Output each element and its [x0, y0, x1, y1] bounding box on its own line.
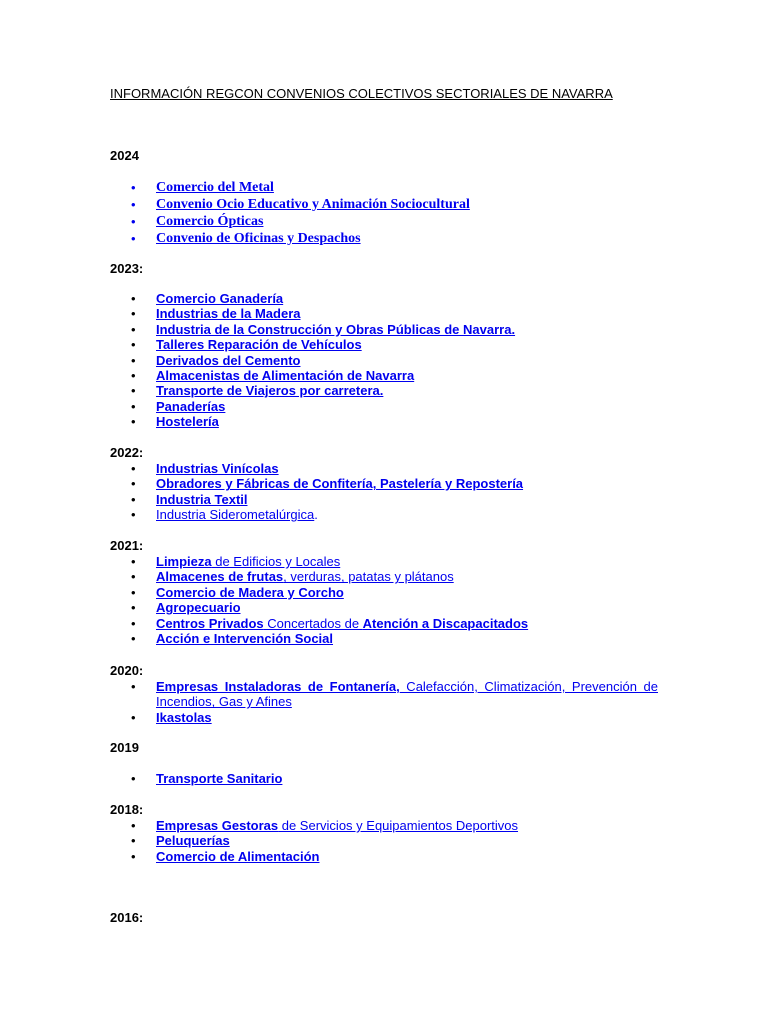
- list-item: [110, 414, 658, 429]
- agreement-link[interactable]: Ikastolas: [156, 709, 212, 725]
- agreement-link[interactable]: Convenio de Oficinas y Despachos: [156, 231, 361, 246]
- list-item: [110, 196, 658, 213]
- list-item: [110, 679, 658, 710]
- agreement-link[interactable]: Industria de la Construcción y Obras Públicas de Navarra.: [156, 321, 516, 337]
- list-item: [110, 383, 658, 398]
- year-heading-2024: 2024: [110, 148, 139, 163]
- year-heading-2019: 2019: [110, 740, 139, 755]
- list-item: • Industria Siderometalúrgica.: [110, 507, 658, 522]
- agreement-link[interactable]: Industria Siderometalúrgica: [156, 507, 315, 523]
- document-title: INFORMACIÓN REGCON CONVENIOS COLECTIVOS SECTORIALES DE NAVARRA: [110, 86, 613, 101]
- agreement-link[interactable]: Empresas Gestoras de Servicios y Equipamientos Deportivos: [156, 818, 519, 833]
- agreement-link[interactable]: Industrias de la Madera: [156, 306, 301, 322]
- agreement-link[interactable]: Peluquerías: [156, 833, 230, 849]
- agreement-link[interactable]: Convenio Ocio Educativo y Animación Sociocultural: [156, 197, 470, 212]
- agreement-link[interactable]: Panaderías: [156, 398, 226, 414]
- year-heading-2021: 2021:: [110, 538, 144, 553]
- agreement-link[interactable]: Comercio de Alimentación: [156, 848, 320, 864]
- agreement-link[interactable]: Hostelería: [156, 414, 219, 430]
- list-item: [110, 461, 658, 476]
- agreement-link[interactable]: Acción e Intervención Social: [156, 631, 333, 647]
- agreements-list-2021: [110, 554, 658, 646]
- list-item: [110, 616, 658, 631]
- agreement-link[interactable]: Industria Textil: [156, 491, 248, 507]
- list-item: [110, 818, 658, 833]
- agreements-list-2023: [110, 291, 658, 430]
- agreement-link[interactable]: Comercio Ópticas: [156, 214, 264, 229]
- agreement-link[interactable]: Empresas Instaladoras de Fontanería, Calefacción, Climatización, Prevención de Incendios, Gas y Afines: [156, 679, 658, 710]
- list-item: [110, 476, 658, 491]
- list-item: [110, 492, 658, 507]
- list-item: [110, 213, 658, 230]
- agreements-list-2022: [110, 461, 658, 523]
- list-item: [110, 585, 658, 600]
- agreement-link[interactable]: Comercio de Madera y Corcho: [156, 584, 344, 600]
- list-item: [110, 230, 658, 247]
- agreement-link[interactable]: Agropecuario: [156, 600, 241, 616]
- list-item: [110, 631, 658, 646]
- agreement-link[interactable]: Centros Privados Concertados de Atención a Discapacitados: [156, 615, 529, 631]
- list-item: [110, 771, 658, 786]
- agreement-link[interactable]: Almacenes de frutas, verduras, patatas y plátanos: [156, 569, 454, 585]
- list-item: [110, 710, 658, 725]
- agreements-list-2024: [110, 179, 658, 247]
- list-item: [110, 179, 658, 196]
- list-item: [110, 554, 658, 569]
- list-item: [110, 600, 658, 615]
- year-heading-2023: 2023:: [110, 261, 144, 276]
- list-item: [110, 849, 658, 864]
- agreement-link[interactable]: Industrias Vinícolas: [156, 461, 279, 476]
- agreement-link[interactable]: Talleres Reparación de Vehículos: [156, 337, 362, 353]
- list-item: [110, 306, 658, 321]
- agreement-link[interactable]: Comercio del Metal: [156, 180, 274, 195]
- agreement-link[interactable]: Comercio Ganadería: [156, 291, 284, 306]
- agreements-list-2019: [110, 771, 658, 786]
- year-heading-2018: 2018:: [110, 802, 144, 817]
- agreement-link[interactable]: Transporte de Viajeros por carretera.: [156, 383, 384, 399]
- year-heading-2016: 2016:: [110, 910, 144, 925]
- list-item: [110, 569, 658, 584]
- list-item: [110, 833, 658, 848]
- list-item: [110, 322, 658, 337]
- agreements-list-2020: [110, 679, 658, 725]
- list-item: [110, 337, 658, 352]
- agreement-link[interactable]: Derivados del Cemento: [156, 352, 301, 368]
- agreement-link[interactable]: Limpieza de Edificios y Locales: [156, 554, 341, 569]
- list-item: [110, 291, 658, 306]
- list-item: [110, 399, 658, 414]
- agreement-link[interactable]: Transporte Sanitario: [156, 771, 283, 786]
- year-heading-2020: 2020:: [110, 663, 144, 678]
- agreement-link[interactable]: Obradores y Fábricas de Confitería, Pastelería y Repostería: [156, 476, 524, 492]
- year-heading-2022: 2022:: [110, 445, 144, 460]
- agreements-list-2018: [110, 818, 658, 864]
- agreement-link[interactable]: Almacenistas de Alimentación de Navarra: [156, 368, 415, 384]
- list-item: [110, 353, 658, 368]
- list-item: [110, 368, 658, 383]
